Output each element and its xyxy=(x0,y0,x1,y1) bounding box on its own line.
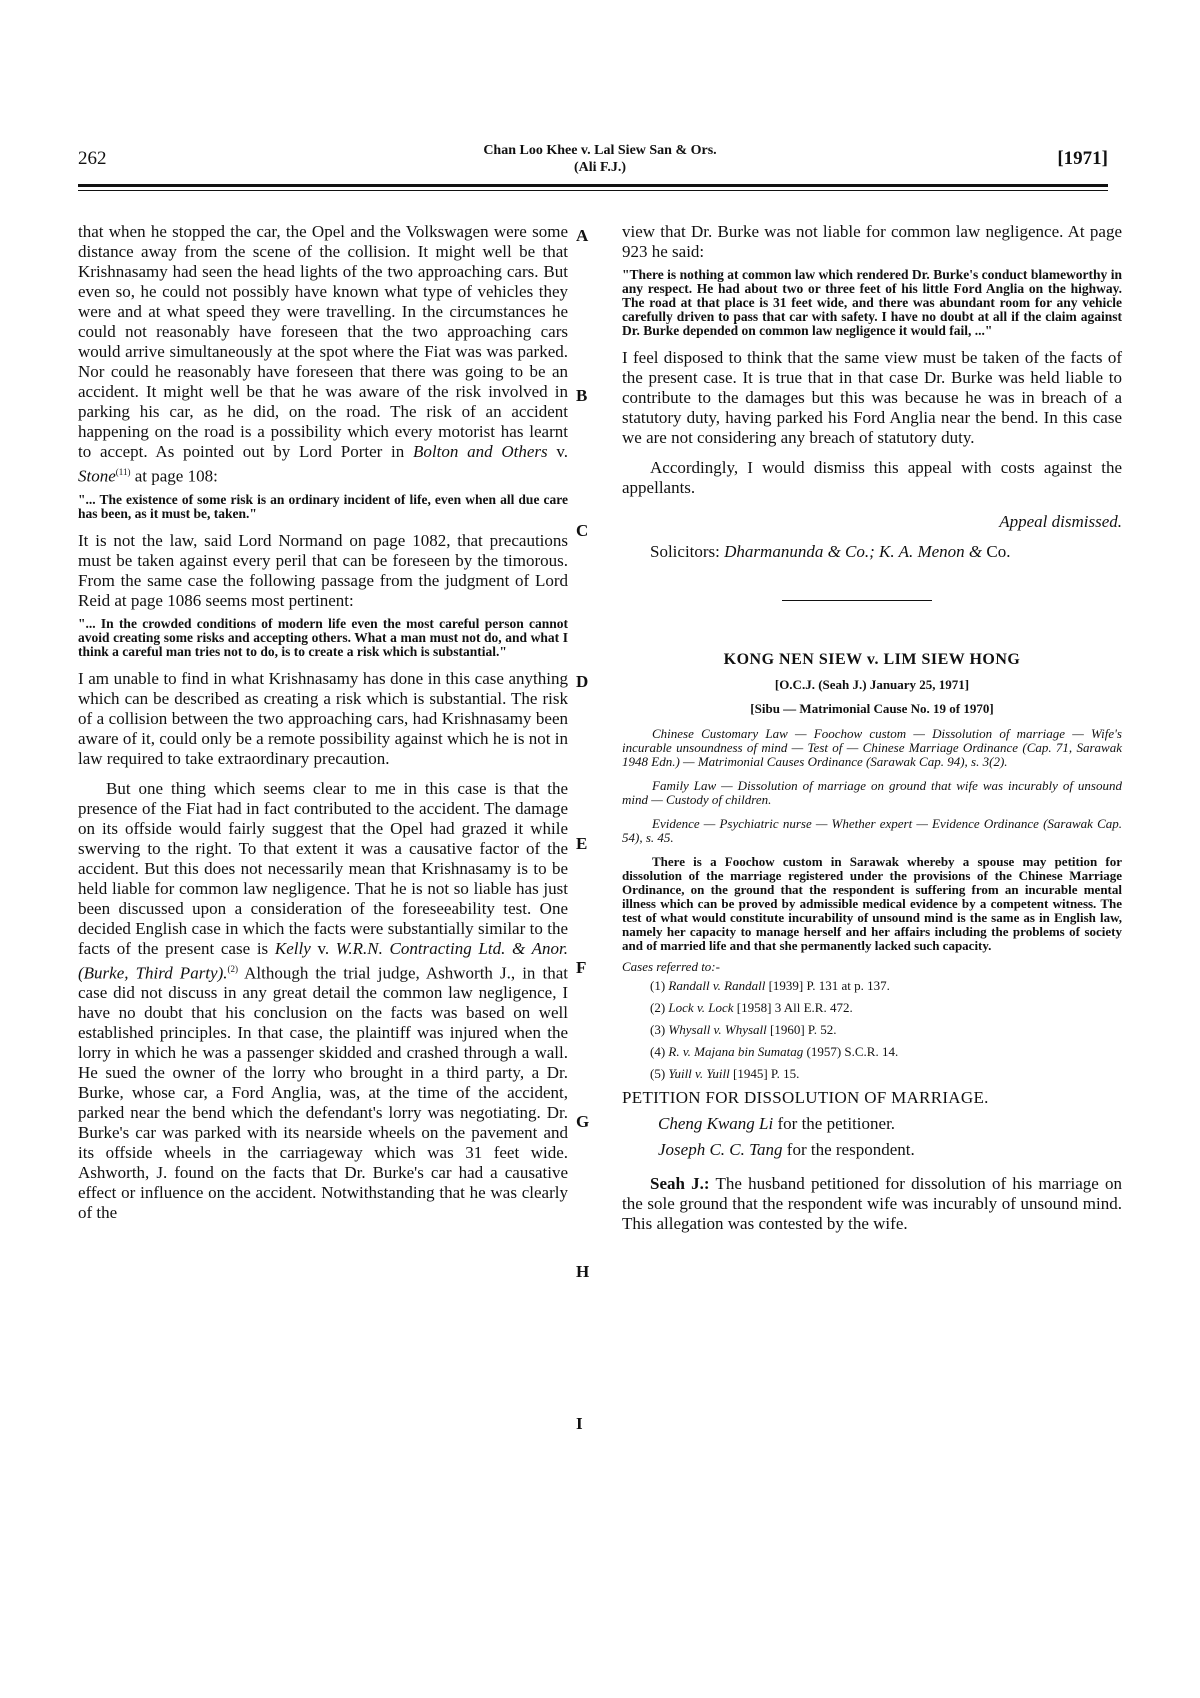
case-number: (3) xyxy=(650,1022,666,1037)
case-item xyxy=(650,1000,1122,1016)
left-quote-1: "... The existence of some risk is an ordinary incident of life, even when all due care has been, as it must be, taken." xyxy=(78,491,568,521)
counsel-role: for the petitioner. xyxy=(773,1114,896,1133)
case-name: R. v. Majana bin Sumatag xyxy=(668,1044,804,1059)
case-name: W.R.N. Contracting Ltd. & Anor. (Burke, Third Party). xyxy=(78,938,569,983)
section-separator xyxy=(782,600,932,601)
left-p4-text: But one thing which seems clear to me in this case is that the presence of the Fiat had in fact contributed to the accident. The damage on its offside would fairly suggest that the Opel had grazed it while swerving to the right. To that extent it was a causative factor of the accident. But this does not necessarily mean that Krishnasamy is to be held liable for common law negligence. That he is not so liable has just been discussed upon a consideration of the foreseeability test. One decided English case in which the facts were substantially similar to the facts of the present case is xyxy=(78,778,568,958)
case-number: (5) xyxy=(650,1066,666,1081)
versus: v. xyxy=(547,442,569,461)
counsel-role: for the respondent. xyxy=(782,1140,915,1159)
case-title: KONG NEN SIEW v. LIM SIEW HONG xyxy=(723,651,1021,668)
petition-heading: PETITION FOR DISSOLUTION OF MARRIAGE. xyxy=(622,1088,989,1107)
solicitors-end: Co. xyxy=(982,542,1011,561)
page-number: 262 xyxy=(78,148,107,169)
matter-reference: [Sibu — Matrimonial Cause No. 19 of 1970] xyxy=(750,701,994,716)
versus: v. xyxy=(310,938,336,958)
margin-letter-a: A xyxy=(576,226,589,245)
case-number: (4) xyxy=(650,1044,666,1059)
case-number: (1) xyxy=(650,978,666,993)
counsel-name: Joseph C. C. Tang xyxy=(658,1140,783,1159)
case-citation: [1945] P. 15. xyxy=(729,1066,800,1081)
margin-letter-i: I xyxy=(576,1414,583,1433)
headnote: There is a Foochow custom in Sarawak whereby a spouse may petition for dissolution of the marriage registered under the provisions of the Chinese Marriage Ordinance, on the ground that the respondent is suffering from an incurable mental illness which can be proved by admissible medical evidence by a competent witness. The test of what would constitute incurability of unsound mind is the same as in English law, namely her capacity to manage herself and her affairs including the problems of society and of married life and that she permanently lacked such capacity. xyxy=(622,854,1122,953)
court-line: [O.C.J. (Seah J.) January 25, 1971] xyxy=(774,677,970,692)
solicitors-label: Solicitors: xyxy=(650,542,725,561)
case-name: Kelly xyxy=(274,938,311,958)
case-citation: (1957) S.C.R. 14. xyxy=(803,1044,899,1059)
left-p4-end: Although the trial judge, Ashworth J., in that case did not discuss in any great detail the common law negligence, I have no doubt that his conclusion on the facts was based on well established principles. In that case, the plaintiff was injured when the lorry in which he was a passenger skidded and crashed through a wall. He sued the owner of the lorry who brought in a third party, a Dr. Burke, whose car, a Ford Anglia, was, at the time of the accident, parked near the bend which the defendant's lorry was negotiating. Dr. Burke's car was parked with its nearside wheels on the pavement and its offside wheels in the carriageway which was 31 feet wide. Ashworth, J. found on the facts that Dr. Burke's car had a causative effect or influence on the accident. Notwithstanding that he was clearly of the xyxy=(78,963,568,1223)
case-name: Randall v. Randall xyxy=(668,978,766,993)
case-item xyxy=(650,1022,1122,1038)
left-column xyxy=(78,222,568,1223)
right-column xyxy=(622,222,1122,1234)
case-name: Yuill v. Yuill xyxy=(668,1066,730,1081)
case-number: (2) xyxy=(650,1000,666,1015)
cases-list xyxy=(650,978,1122,1082)
catchwords-1: Chinese Customary Law — Foochow custom — Dissolution of marriage — Wife's incurable unsoundness of mind — Test of — Chinese Marriage Ordinance (Cap. 71, Sarawak 1948 Edn.) — Matrimonial Causes Ordinance (Sarawak Cap. 94), s. 3(2). xyxy=(622,726,1122,769)
case-name: Stone xyxy=(78,466,116,486)
margin-letter-d: D xyxy=(576,672,589,691)
left-paragraph-3: I am unable to find in what Krishnasamy has done in this case anything which can be described as creating a risk which is substantial. The risk of a collision between the two approaching cars, had Krishnasamy been aware of it, could only be a remote possibility against which he is not in law required to take extraordinary precaution. xyxy=(78,668,568,768)
header-rule-thick xyxy=(78,184,1108,187)
counsel-petitioner xyxy=(658,1114,1122,1134)
running-title xyxy=(0,142,1200,176)
left-p1-text: that when he stopped the car, the Opel and the Volkswagen were some distance away from the scene of the collision. It might well be that Krishnasamy had seen the head lights of the two approaching cars. But even so, he could not possibly have known what type of vehicles they were and at what speed they were travelling. In the circumstances he could not reasonably have foreseen that the two approaching cars would arrive simultaneously at the spot where the Fiat was was parked. Nor could he reasonably have foreseen that there was going to be an accident. It might well be that he was aware of the risk involved in parking his car, as he did, on the road. The risk of an accident happening on the road is a possibility which every motorist has learnt to accept. As pointed out by Lord Porter in xyxy=(78,222,568,461)
case-citation: [1958] 3 All E.R. 472. xyxy=(733,1000,853,1015)
left-p1-end: at page 108: xyxy=(130,466,218,486)
judge-name: Seah J.: xyxy=(650,1174,710,1193)
header-rule-thin xyxy=(78,190,1108,191)
case-name: Bolton and Others xyxy=(413,442,548,461)
left-quote-2: "... In the crowded conditions of modern life even the most careful person cannot avoid creating some risks and accepting others. What a man must not do, and what I think a careful man tries not to do, is to create a risk which is substantial." xyxy=(78,615,568,659)
margin-letter-f: F xyxy=(576,958,587,977)
margin-letter-b: B xyxy=(576,386,588,405)
left-paragraph-2: It is not the law, said Lord Normand on page 1082, that precautions must be taken against every peril that can be foreseen by the timorous. From the same case the following passage from the judgment of Lord Reid at page 1086 seems most pertinent: xyxy=(78,530,568,610)
case-name: Whysall v. Whysall xyxy=(668,1022,767,1037)
appeal-dismissed: Appeal dismissed. xyxy=(999,512,1122,531)
right-quote-1: "There is nothing at common law which rendered Dr. Burke's conduct blameworthy in any respect. He had about two or three feet of his little Ford Anglia on the highway. The road at that place is 31 feet wide, and there was abundant room for any vehicle carefully driven to pass that car with safety. I have no doubt at all if the claim against Dr. Burke depended on common law negligence it would fail, ..." xyxy=(622,267,1122,338)
catchwords-2: Family Law — Dissolution of marriage on ground that wife was incurably of unsound mind — Custody of children. xyxy=(622,778,1122,807)
right-paragraph-1: view that Dr. Burke was not liable for common law negligence. At page 923 he said: xyxy=(622,222,1122,261)
right-paragraph-2: I feel disposed to think that the same view must be taken of the facts of the present case. It is true that in that case Dr. Burke was held liable to contribute to the damages but this was because he was in breach of a statutory duty, having parked his Ford Anglia near the bend. In this case we are not considering any breach of statutory duty. xyxy=(622,348,1122,447)
running-title-line-1: Chan Loo Khee v. Lal Siew San & Ors. xyxy=(483,143,717,158)
catchwords-3: Evidence — Psychiatric nurse — Whether expert — Evidence Ordinance (Sarawak Cap. 54), s. 45. xyxy=(622,816,1122,845)
case-citation: [1939] P. 131 at p. 137. xyxy=(765,978,890,993)
year: [1971] xyxy=(1057,148,1108,169)
cases-heading: Cases referred to:- xyxy=(622,959,720,974)
case-item xyxy=(650,978,1122,994)
case-name: Lock v. Lock xyxy=(668,1000,734,1015)
left-paragraph-4 xyxy=(78,779,568,1224)
case-item xyxy=(650,1066,1122,1082)
margin-letter-h: H xyxy=(576,1262,590,1281)
footnote-ref: (2) xyxy=(227,963,238,974)
case-citation: [1960] P. 52. xyxy=(766,1022,837,1037)
solicitors-names: Dharmanunda & Co.; K. A. Menon & xyxy=(724,542,983,561)
case-item xyxy=(650,1044,1122,1060)
footnote-ref: (11) xyxy=(115,467,131,477)
left-paragraph-1 xyxy=(78,222,568,487)
right-paragraph-3: Accordingly, I would dismiss this appeal with costs against the appellants. xyxy=(622,458,1122,497)
counsel-respondent xyxy=(658,1140,1122,1160)
margin-letter-e: E xyxy=(576,834,588,853)
solicitors xyxy=(622,542,1122,562)
judgment-opening xyxy=(622,1174,1122,1234)
margin-letter-g: G xyxy=(576,1112,590,1131)
running-title-line-2: (Ali F.J.) xyxy=(574,160,626,175)
counsel-name: Cheng Kwang Li xyxy=(658,1114,774,1133)
judgment-text: The husband petitioned for dissolution of his marriage on the sole ground that the respondent wife was incurably of unsound mind. This allegation was contested by the wife. xyxy=(622,1174,1122,1233)
margin-letter-c: C xyxy=(576,521,589,540)
